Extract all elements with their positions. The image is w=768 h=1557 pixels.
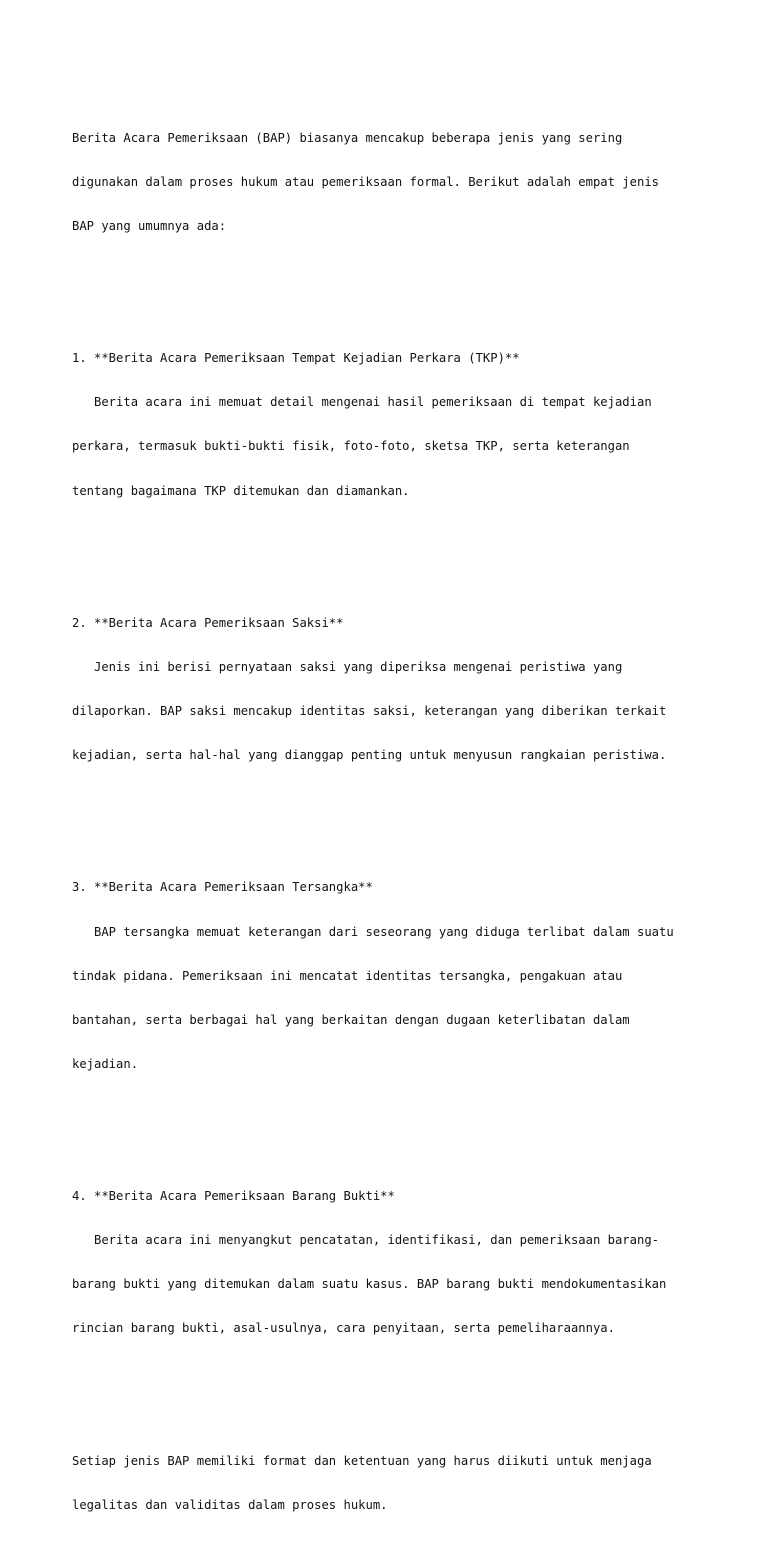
intro-paragraph — [72, 101, 712, 263]
text-line: barang bukti yang ditemukan dalam suatu kasus. BAP barang bukti mendokumentasikan — [72, 1277, 667, 1292]
list-item-heading: 1. **Berita Acara Pemeriksaan Tempat Kejadian Perkara (TKP)** — [72, 351, 520, 366]
text-line: bantahan, serta berbagai hal yang berkaitan dengan dugaan keterlibatan dalam — [72, 1012, 630, 1027]
list-item-heading: 2. **Berita Acara Pemeriksaan Saksi** — [72, 615, 344, 630]
list-item-tersangka — [72, 851, 712, 1101]
text-line: Berita Acara Pemeriksaan (BAP) biasanya mencakup beberapa jenis yang sering — [72, 130, 623, 145]
list-item-heading: 3. **Berita Acara Pemeriksaan Tersangka** — [72, 880, 373, 895]
list-item-tkp — [72, 322, 712, 528]
text-line: BAP yang umumnya ada: — [72, 219, 227, 233]
text-line: Setiap jenis BAP memiliki format dan ketentuan yang harus diikuti untuk menjaga — [72, 1453, 652, 1468]
text-line: dilaporkan. BAP saksi mencakup identitas saksi, keterangan yang diberikan terkait — [72, 704, 667, 719]
text-line: legalitas dan validitas dalam proses hukum. — [72, 1497, 388, 1512]
list-item-heading: 4. **Berita Acara Pemeriksaan Barang Bukti** — [72, 1189, 395, 1204]
text-line: tentang bagaimana TKP ditemukan dan diamankan. — [72, 483, 410, 498]
text-line: kejadian, serta hal-hal yang dianggap penting untuk menyusun rangkaian peristiwa. — [72, 748, 667, 763]
text-line: BAP tersangka memuat keterangan dari seseorang yang diduga terlibat dalam suatu — [72, 924, 674, 939]
text-line: perkara, termasuk bukti-bukti fisik, foto-foto, sketsa TKP, serta keterangan — [72, 439, 630, 454]
text-line: digunakan dalam proses hukum atau pemeriksaan formal. Berikut adalah empat jenis — [72, 174, 659, 189]
text-line: tindak pidana. Pemeriksaan ini mencatat identitas tersangka, pengakuan atau — [72, 968, 623, 983]
text-line: Berita acara ini menyangkut pencatatan, identifikasi, dan pemeriksaan barang- — [72, 1233, 659, 1248]
text-line: kejadian. — [72, 1056, 139, 1071]
closing-paragraph — [72, 1424, 712, 1542]
list-item-saksi — [72, 586, 712, 792]
list-item-barang-bukti — [72, 1160, 712, 1366]
text-line: Jenis ini berisi pernyataan saksi yang diperiksa mengenai peristiwa yang — [72, 659, 623, 674]
text-line: rincian barang bukti, asal-usulnya, cara penyitaan, serta pemeliharaannya. — [72, 1321, 615, 1336]
document-page — [72, 72, 712, 1557]
text-line: Berita acara ini memuat detail mengenai hasil pemeriksaan di tempat kejadian — [72, 395, 652, 410]
